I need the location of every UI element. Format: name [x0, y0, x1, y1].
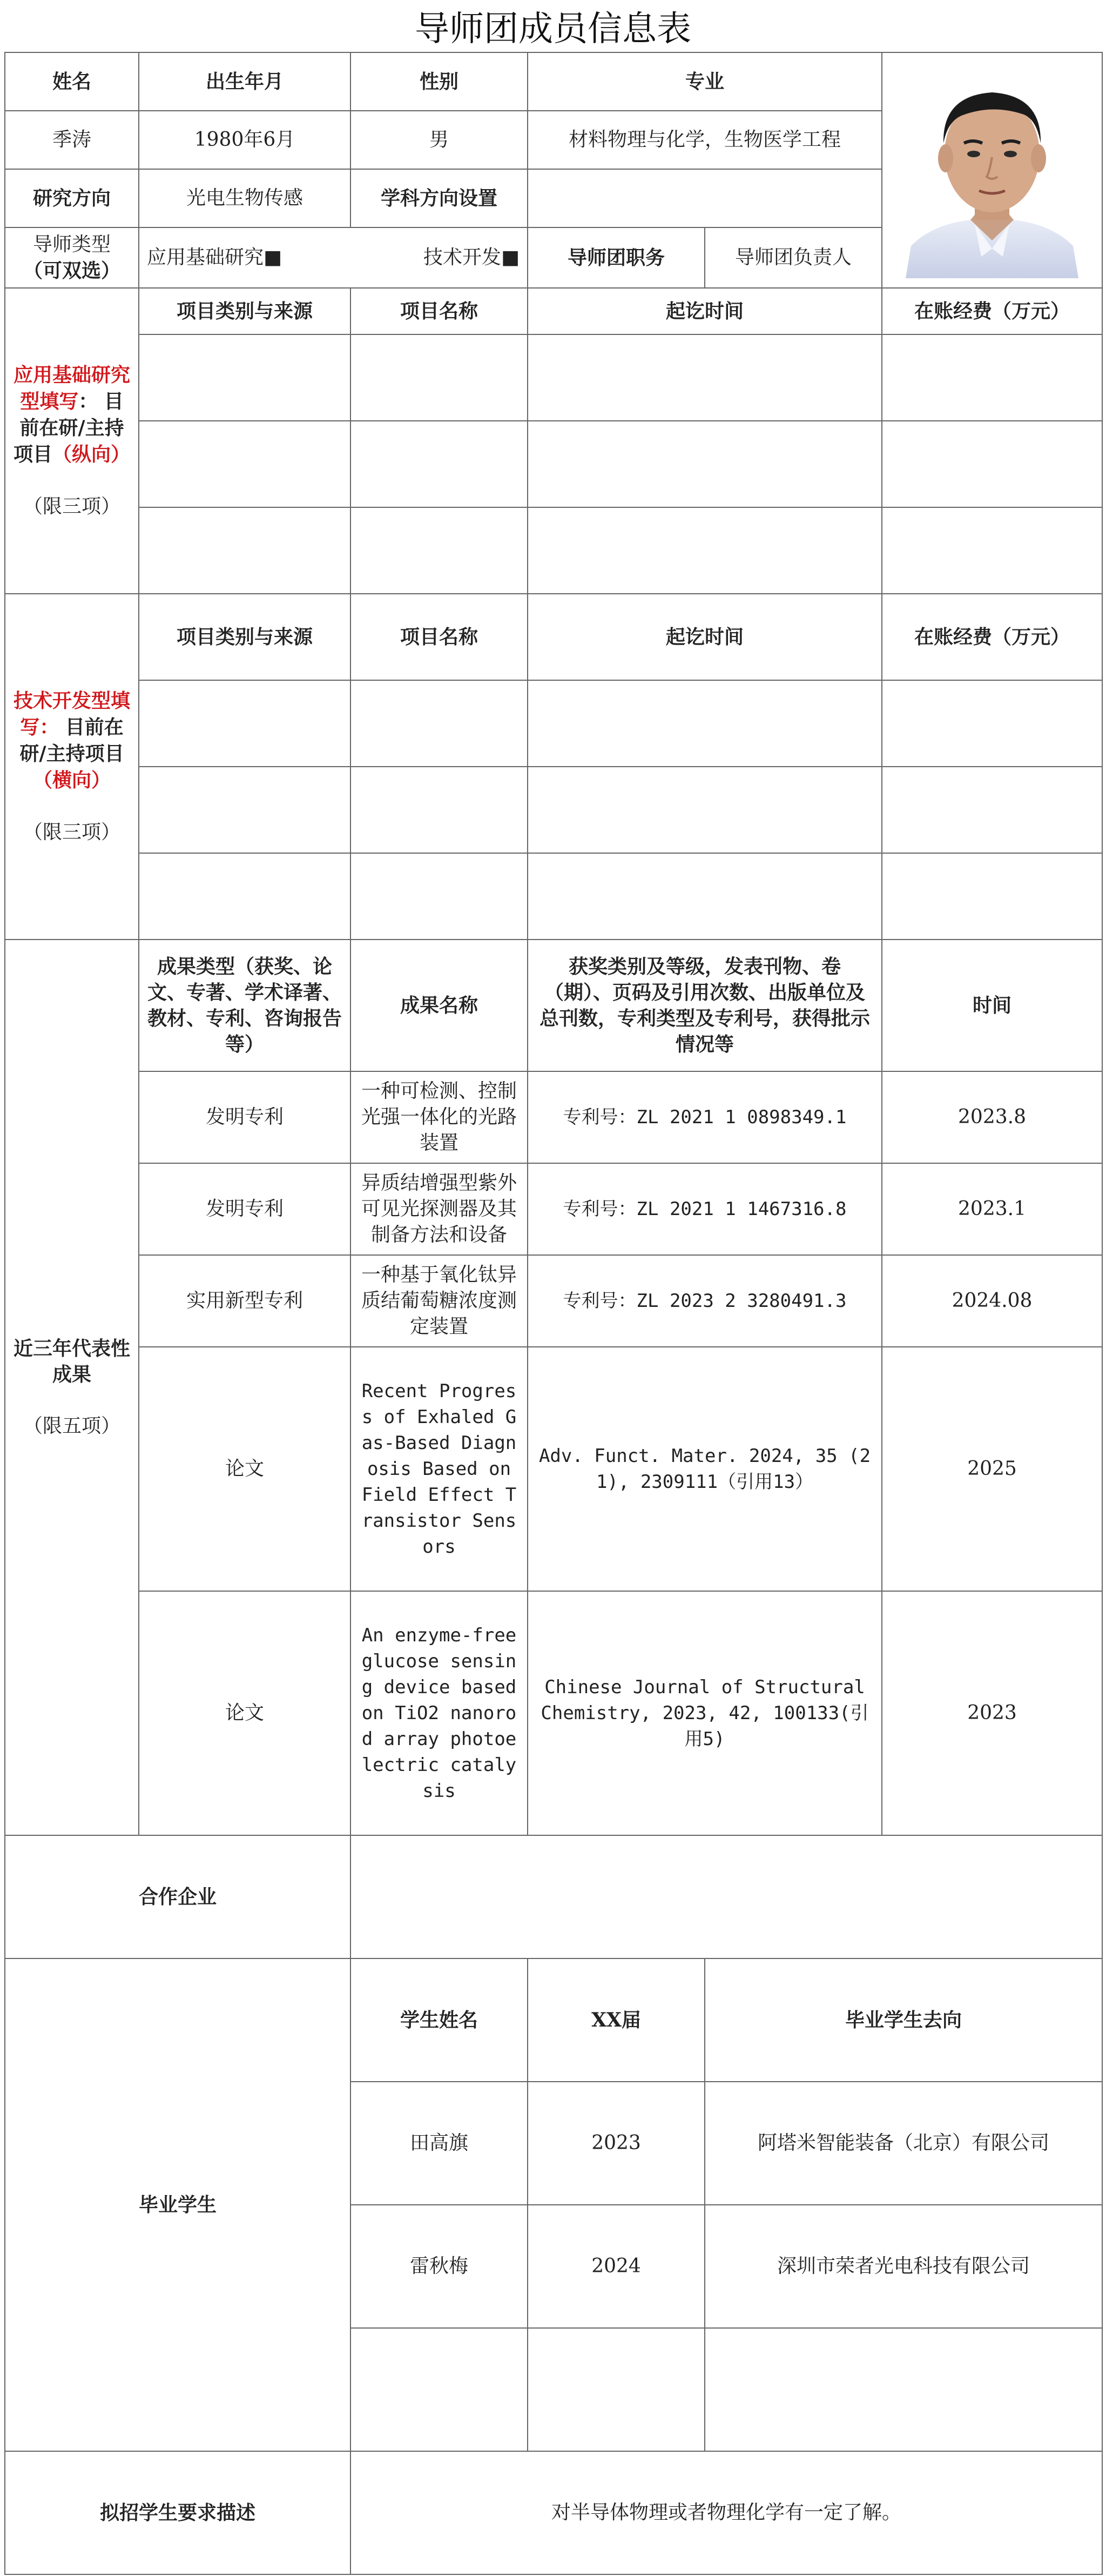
table-row: [5, 421, 1102, 507]
table-row: [5, 1163, 1102, 1255]
mentor-type-value: [139, 227, 528, 288]
empty-cell[interactable]: [882, 507, 1102, 594]
empty-cell[interactable]: [528, 507, 882, 594]
empty-cell[interactable]: [350, 680, 528, 767]
type-basic-option: 应用基础研究■: [147, 246, 282, 269]
empty-cell[interactable]: [882, 767, 1102, 853]
table-row: [5, 1591, 1102, 1835]
empty-cell[interactable]: [528, 767, 882, 853]
avatar: [882, 62, 1102, 278]
graduate-destination[interactable]: [705, 2328, 1102, 2451]
empty-cell[interactable]: [139, 853, 350, 940]
achievement-time: 2023.1: [882, 1163, 1102, 1255]
horizontal-col-name: 项目名称: [350, 594, 528, 680]
major-label: 专业: [528, 52, 882, 111]
empty-cell[interactable]: [139, 507, 350, 594]
page-title: 导师团成员信息表: [415, 9, 691, 49]
vertical-label-red: 应用基础研究型填写: [13, 364, 130, 413]
empty-cell[interactable]: [350, 507, 528, 594]
achievement-col-detail: 获奖类别及等级，发表刊物、卷（期）、页码及引用次数、出版单位及总刊数，专利类型及专利号，获得批示情况等: [528, 940, 882, 1071]
achievement-type: 发明专利: [139, 1071, 350, 1163]
empty-cell[interactable]: [528, 334, 882, 421]
achievement-type: 实用新型专利: [139, 1255, 350, 1347]
vertical-label-current: 目前在研/主持项目: [13, 390, 124, 466]
achievement-detail: 专利号：ZL 2021 1 1467316.8: [528, 1163, 882, 1255]
partner-label: 合作企业: [5, 1835, 350, 1958]
empty-cell[interactable]: [882, 421, 1102, 507]
vertical-label-direction: （纵向）: [52, 443, 131, 466]
achievement-name: Recent Progress of Exhaled Gas-Based Diagnosis Based on Field Effect Transistor Sensors: [350, 1347, 528, 1591]
graduates-label: 毕业学生: [5, 1958, 350, 2451]
horizontal-label-colon: ：: [39, 716, 59, 739]
empty-cell[interactable]: [139, 680, 350, 767]
discipline-label: 学科方向设置: [350, 169, 528, 227]
type-tech-option: 技术开发■: [423, 246, 520, 269]
graduate-year: 2024: [528, 2205, 705, 2328]
achievement-name: 异质结增强型紫外可见光探测器及其制备方法和设备: [350, 1163, 528, 1255]
vertical-col-period: 起讫时间: [528, 288, 882, 334]
vertical-col-source: 项目类别与来源: [139, 288, 350, 334]
achievement-detail: Chinese Journal of Structural Chemistry, 2023, 42, 100133(引用5): [528, 1591, 882, 1835]
achievement-type: 论文: [139, 1347, 350, 1591]
empty-cell[interactable]: [528, 680, 882, 767]
gender-value: 男: [350, 111, 528, 169]
empty-cell[interactable]: [528, 853, 882, 940]
empty-cell[interactable]: [350, 334, 528, 421]
mentor-type-label: [5, 227, 139, 288]
table-row: [5, 334, 1102, 421]
vertical-col-funds: 在账经费（万元）: [882, 288, 1102, 334]
requirements-label: 拟招学生要求描述: [5, 2451, 350, 2574]
graduate-col-year: XX届: [528, 1958, 705, 2082]
achievement-type: 论文: [139, 1591, 350, 1835]
achievement-detail: 专利号：ZL 2023 2 3280491.3: [528, 1255, 882, 1347]
horizontal-projects-label: [5, 594, 139, 940]
achievement-name: 一种可检测、控制光强一体化的光路装置: [350, 1071, 528, 1163]
graduate-destination: 深圳市荣者光电科技有限公司: [705, 2205, 1102, 2328]
vertical-col-name: 项目名称: [350, 288, 528, 334]
major-value: 材料物理与化学，生物医学工程: [528, 111, 882, 169]
horizontal-label-red: 技术开发型填写: [13, 689, 130, 739]
table-row: [5, 1347, 1102, 1591]
graduate-name: 田高旗: [350, 2082, 528, 2205]
empty-cell[interactable]: [139, 421, 350, 507]
table-row: [5, 853, 1102, 940]
table-row: [5, 767, 1102, 853]
gender-label: 性别: [350, 52, 528, 111]
partner-value[interactable]: [350, 1835, 1102, 1958]
table-row: [5, 507, 1102, 594]
achievement-detail: Adv. Funct. Mater. 2024, 35 (21), 2309111（引用13）: [528, 1347, 882, 1591]
empty-cell[interactable]: [350, 421, 528, 507]
achievement-time: 2025: [882, 1347, 1102, 1591]
horizontal-col-source: 项目类别与来源: [139, 594, 350, 680]
vertical-label-colon: ：: [78, 390, 98, 413]
achievement-time: 2023.8: [882, 1071, 1102, 1163]
mentor-type-label-line2: （可双选）: [23, 259, 120, 282]
empty-cell[interactable]: [882, 853, 1102, 940]
table-row: [5, 1071, 1102, 1163]
achievement-name: 一种基于氧化钛异质结葡萄糖浓度测定装置: [350, 1255, 528, 1347]
graduate-name: 雷秋梅: [350, 2205, 528, 2328]
empty-cell[interactable]: [882, 680, 1102, 767]
horizontal-col-funds: 在账经费（万元）: [882, 594, 1102, 680]
horizontal-col-period: 起讫时间: [528, 594, 882, 680]
achievements-limit: （限五项）: [23, 1415, 120, 1437]
graduate-col-destination: 毕业学生去向: [705, 1958, 1102, 2082]
graduate-year[interactable]: [528, 2328, 705, 2451]
mentor-type-label-line1: 导师类型: [32, 233, 111, 256]
research-label: 研究方向: [5, 169, 139, 227]
table-row: [5, 680, 1102, 767]
achievement-type: 发明专利: [139, 1163, 350, 1255]
empty-cell[interactable]: [139, 767, 350, 853]
graduate-col-name: 学生姓名: [350, 1958, 528, 2082]
horizontal-limit: （限三项）: [23, 821, 120, 843]
achievement-time: 2024.08: [882, 1255, 1102, 1347]
name-value: 季涛: [5, 111, 139, 169]
role-label: 导师团职务: [528, 227, 705, 288]
requirements-value: 对半导体物理或者物理化学有一定了解。: [350, 2451, 1102, 2574]
achievement-col-time: 时间: [882, 940, 1102, 1071]
achievement-col-name: 成果名称: [350, 940, 528, 1071]
graduate-destination: 阿塔米智能装备（北京）有限公司: [705, 2082, 1102, 2205]
info-table: [4, 52, 1103, 2575]
vertical-projects-label: [5, 288, 139, 594]
empty-cell[interactable]: [350, 853, 528, 940]
achievement-time: 2023: [882, 1591, 1102, 1835]
empty-cell[interactable]: [139, 334, 350, 421]
portrait-photo: [900, 62, 1084, 278]
graduate-year: 2023: [528, 2082, 705, 2205]
horizontal-label-direction: （横向）: [32, 769, 111, 791]
achievement-detail: 专利号：ZL 2021 1 0898349.1: [528, 1071, 882, 1163]
name-label: 姓名: [5, 52, 139, 111]
discipline-value: [528, 169, 882, 227]
birth-label: 出生年月: [139, 52, 350, 111]
achievement-col-type: 成果类型（获奖、论文、专著、学术译著、教材、专利、咨询报告等）: [139, 940, 350, 1071]
graduate-name[interactable]: [350, 2328, 528, 2451]
table-row: [5, 1255, 1102, 1347]
empty-cell[interactable]: [528, 421, 882, 507]
role-value: 导师团负责人: [705, 227, 882, 288]
achievements-label: [5, 940, 139, 1835]
achievements-label-text: 近三年代表性成果: [13, 1337, 130, 1386]
horizontal-label-current: 目前在研/主持项目: [19, 716, 124, 765]
empty-cell[interactable]: [350, 767, 528, 853]
vertical-limit: （限三项）: [23, 495, 120, 518]
photo-cell: [882, 52, 1102, 288]
research-value: 光电生物传感: [139, 169, 350, 227]
achievement-name: An enzyme-free glucose sensing device based on TiO2 nanorod array photoelectric catalysis: [350, 1591, 528, 1835]
empty-cell[interactable]: [882, 334, 1102, 421]
birth-value: 1980年6月: [139, 111, 350, 169]
